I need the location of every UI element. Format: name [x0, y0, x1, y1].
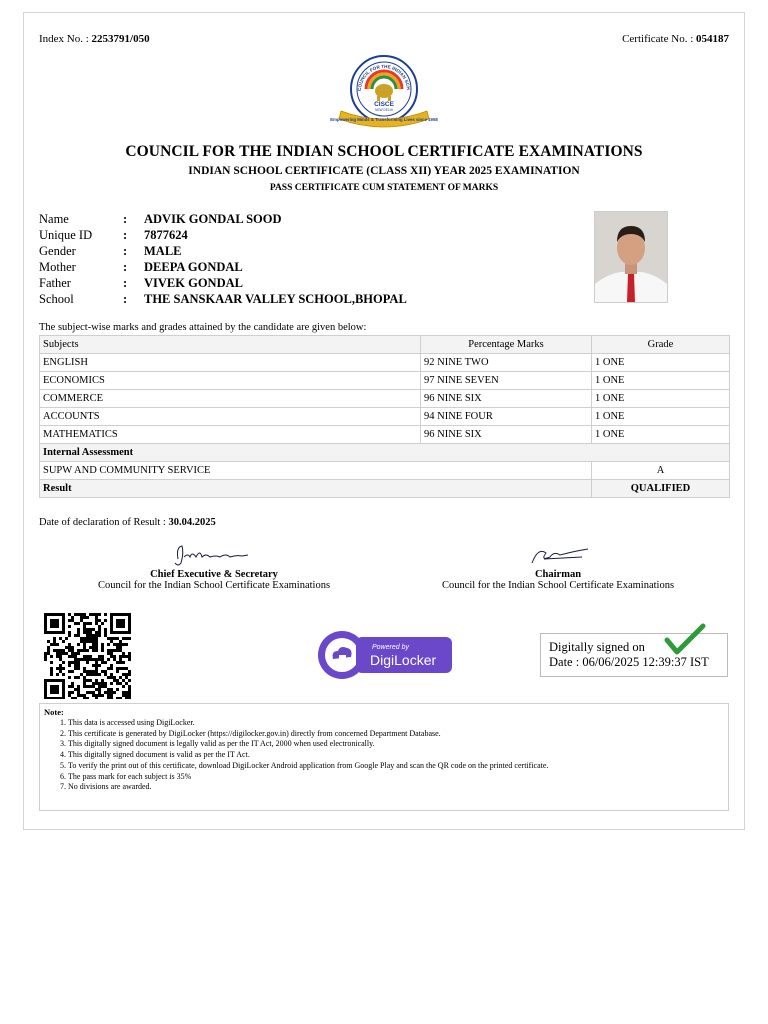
notes-title: Note: [44, 707, 64, 717]
result-row [40, 480, 730, 498]
gender-row [39, 243, 407, 259]
chief-executive-signature [172, 543, 252, 567]
table-row [40, 372, 730, 390]
header-subjects: Subjects [40, 336, 421, 354]
chairman-title: Chairman [534, 569, 582, 580]
candidate-name: ADVIK GONDAL SOOD [144, 212, 282, 226]
chief-executive-block [64, 569, 364, 591]
notes-box [39, 703, 729, 811]
table-row [40, 408, 730, 426]
logo-ribbon-text: Empowering Minds & Transforming Lives since 1958 [330, 117, 438, 122]
father-row [39, 275, 407, 291]
grade-cell: 1 ONE [592, 426, 730, 444]
subject-cell: MATHEMATICS [40, 426, 421, 444]
subject-cell: ACCOUNTS [40, 408, 421, 426]
subject-cell: ECONOMICS [40, 372, 421, 390]
table-row [40, 354, 730, 372]
field-separator: : [123, 292, 128, 306]
digital-sign-label: Digitally signed on [549, 640, 645, 654]
internal-assessment-label: Internal Assessment [40, 444, 730, 462]
certificate-page [23, 12, 745, 830]
checkmark-icon [663, 622, 707, 658]
mother-row [39, 259, 407, 275]
note-item: 6. The pass mark for each subject is 35% [68, 772, 548, 783]
subject-cell: COMMERCE [40, 390, 421, 408]
field-label: Name [39, 212, 69, 226]
chairman-signature [524, 543, 594, 569]
marks-cell: 97 NINE SEVEN [421, 372, 592, 390]
certificate-type: PASS CERTIFICATE CUM STATEMENT OF MARKS [269, 183, 499, 193]
school-name: THE SANSKAAR VALLEY SCHOOL,BHOPAL [144, 292, 407, 306]
father-name: VIVEK GONDAL [144, 276, 243, 290]
field-label: Gender [39, 244, 76, 258]
certificate-label: Certificate No. : [622, 33, 694, 45]
field-separator: : [123, 212, 128, 226]
unique-id: 7877624 [144, 228, 188, 242]
marks-cell: 94 NINE FOUR [421, 408, 592, 426]
declaration-value: 30.04.2025 [168, 517, 216, 528]
certificate-number [622, 33, 729, 45]
index-number [39, 33, 150, 45]
logo-name: CISCE [374, 101, 394, 108]
internal-assessment-header [40, 444, 730, 462]
table-row [40, 462, 730, 480]
powered-by-text: Powered by [372, 644, 409, 651]
declaration-label: Date of declaration of Result : [39, 517, 166, 528]
cisce-logo [319, 53, 449, 133]
header-grade: Grade [592, 336, 730, 354]
chief-executive-title: Chief Executive & Secretary [150, 569, 278, 580]
exam-title: INDIAN SCHOOL CERTIFICATE (CLASS XII) YEAR 2025 EXAMINATION [188, 165, 580, 177]
index-label: Index No. : [39, 33, 89, 45]
digilocker-badge [316, 627, 454, 683]
note-item: 2. This certificate is generated by DigiLocker (https://digilocker.gov.in) directly from concerned Department Database. [68, 729, 548, 740]
notes-list [46, 718, 548, 793]
digital-signature-box [540, 633, 728, 677]
field-separator: : [123, 244, 128, 258]
field-label: School [39, 292, 74, 306]
marks-intro: The subject-wise marks and grades attained by the candidate are given below: [39, 322, 367, 333]
index-value: 2253791/050 [91, 33, 150, 45]
candidate-name-row [39, 211, 407, 227]
marks-cell: 96 NINE SIX [421, 426, 592, 444]
result-label: Result [40, 480, 592, 498]
note-item: 4. This digitally signed document is valid as per the IT Act. [68, 750, 548, 761]
table-row [40, 426, 730, 444]
internal-grade-cell: A [592, 462, 730, 480]
field-separator: : [123, 260, 128, 274]
logo-arc-text: COUNCIL FOR THE INDIAN SCH [356, 63, 412, 92]
unique-id-row [39, 227, 407, 243]
candidate-photo [594, 211, 668, 303]
field-separator: : [123, 228, 128, 242]
grade-cell: 1 ONE [592, 408, 730, 426]
candidate-details [39, 211, 407, 307]
internal-subject-cell: SUPW AND COMMUNITY SERVICE [40, 462, 592, 480]
grade-cell: 1 ONE [592, 390, 730, 408]
note-item: 3. This digitally signed document is legally valid as per the IT Act, 2000 when used electronically. [68, 739, 548, 750]
marks-cell: 96 NINE SIX [421, 390, 592, 408]
digilocker-text: DigiLocker [370, 652, 437, 668]
chairman-block [408, 569, 708, 591]
field-label: Father [39, 276, 71, 290]
qr-code [42, 613, 134, 699]
certificate-value: 054187 [696, 33, 729, 45]
subject-cell: ENGLISH [40, 354, 421, 372]
table-header-row [40, 336, 730, 354]
mother-name: DEEPA GONDAL [144, 260, 243, 274]
field-label: Mother [39, 260, 76, 274]
digital-sign-date: Date : 06/06/2025 12:39:37 IST [549, 655, 709, 669]
result-value: QUALIFIED [592, 480, 730, 498]
grade-cell: 1 ONE [592, 354, 730, 372]
council-title: COUNCIL FOR THE INDIAN SCHOOL CERTIFICATE EXAMINATIONS [125, 143, 643, 160]
chairman-org: Council for the Indian School Certificate Examinations [441, 580, 675, 591]
note-item: 7. No divisions are awarded. [68, 782, 548, 793]
field-separator: : [123, 276, 128, 290]
note-item: 5. To verify the print out of this certificate, download DigiLocker Android application from Google Play and scan the QR code on the printed certificate. [68, 761, 548, 772]
chief-executive-org: Council for the Indian School Certificate Examinations [97, 580, 331, 591]
marks-table [39, 335, 730, 498]
field-label: Unique ID [39, 228, 93, 242]
note-item: 1. This data is accessed using DigiLocker. [68, 718, 548, 729]
school-row [39, 291, 407, 307]
grade-cell: 1 ONE [592, 372, 730, 390]
table-row [40, 390, 730, 408]
marks-cell: 92 NINE TWO [421, 354, 592, 372]
logo-place: NEW DELHI [375, 108, 393, 112]
gender: MALE [144, 244, 182, 258]
header-percentage: Percentage Marks [421, 336, 592, 354]
declaration-date [39, 517, 216, 528]
